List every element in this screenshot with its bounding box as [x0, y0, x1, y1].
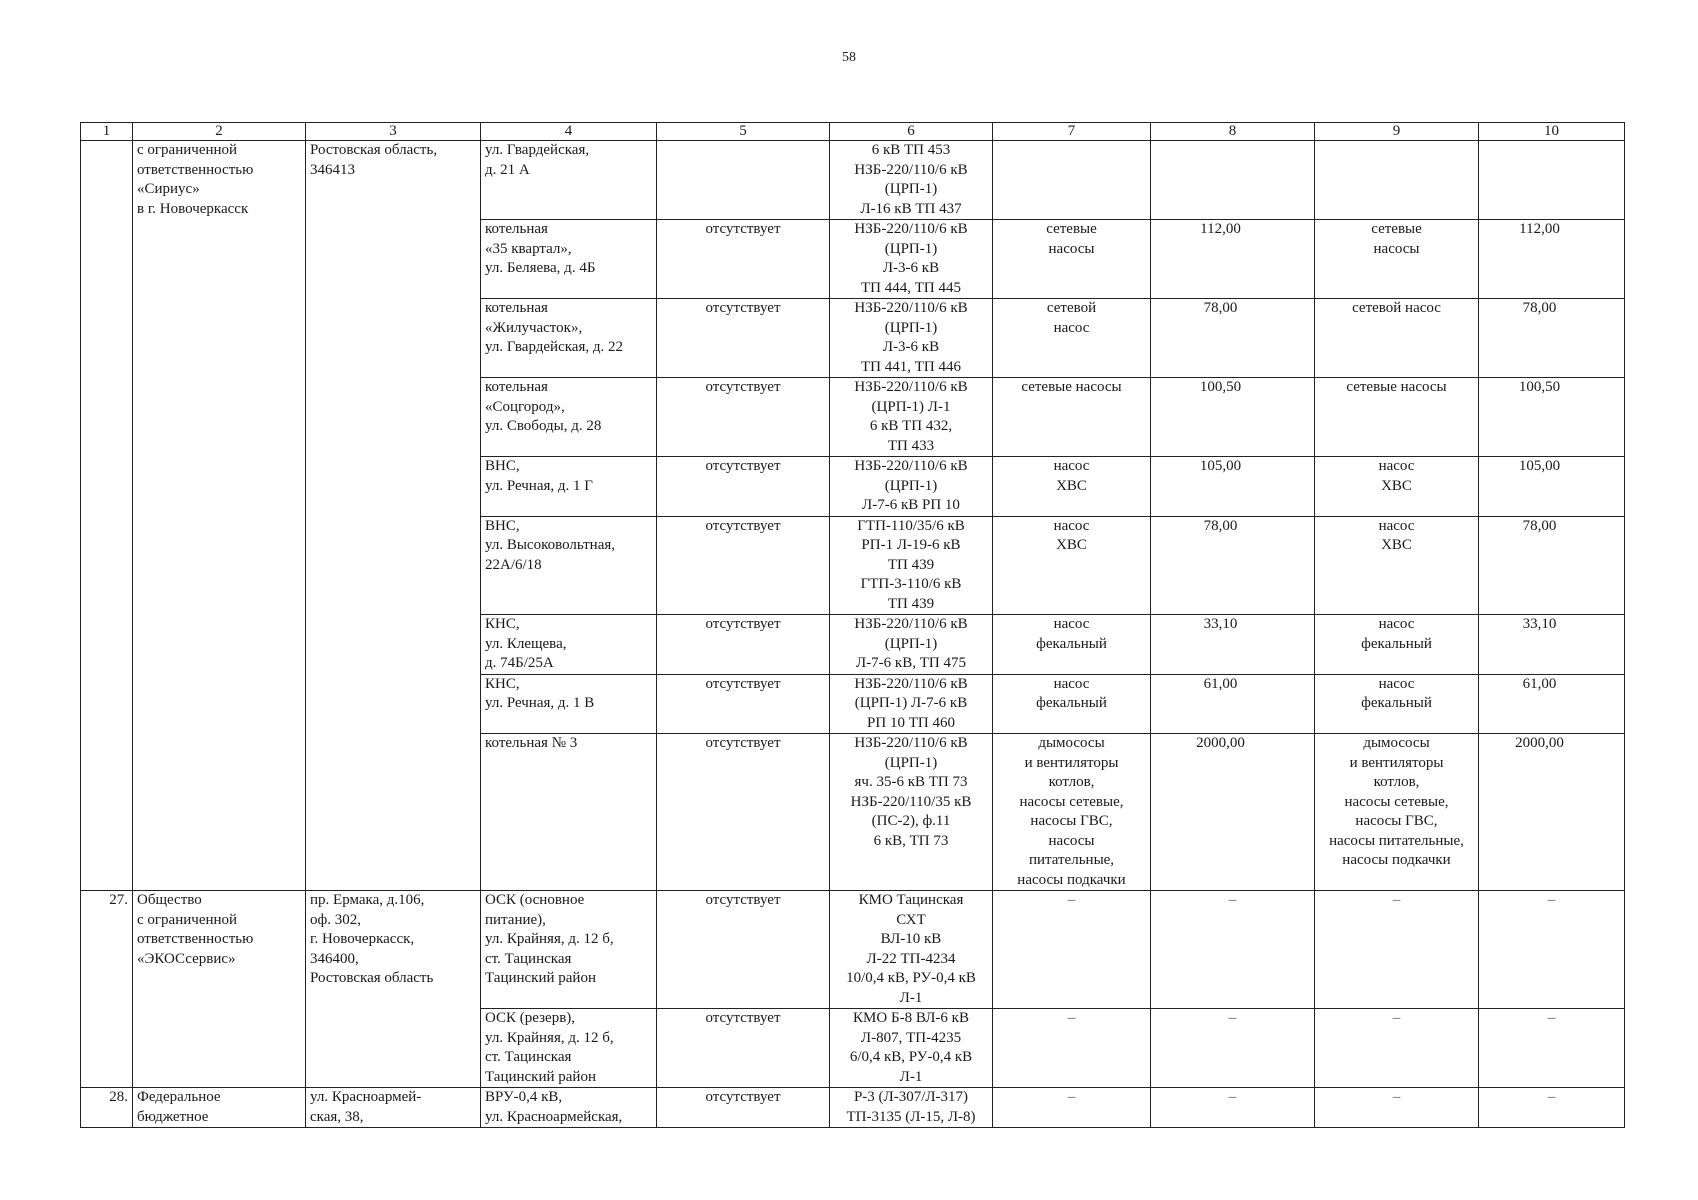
- object-name: ВРУ-0,4 кВ, ул. Красноармейская,: [481, 1088, 657, 1128]
- equipment-list-alt: дымососы и вентиляторы котлов, насосы сетевые, насосы ГВС, насосы питательные, насосы подкачки: [1315, 734, 1479, 891]
- equipment-power: 112,00: [1151, 220, 1315, 299]
- table-row: [81, 1088, 1625, 1128]
- equipment-list: насос фекальный: [993, 674, 1151, 734]
- organization-name: Федеральное бюджетное: [133, 1088, 306, 1128]
- column-number: 4: [481, 123, 657, 141]
- organization-address: ул. Красноармей- ская, 38,: [306, 1088, 481, 1128]
- power-source: КМО Тацинская СХТ ВЛ-10 кВ Л-22 ТП-4234 10/0,4 кВ, РУ-0,4 кВ Л-1: [830, 891, 993, 1009]
- object-name: КНС, ул. Речная, д. 1 В: [481, 674, 657, 734]
- equipment-list-alt: [1315, 141, 1479, 220]
- power-source: НЗБ-220/110/6 кВ (ЦРП-1) яч. 35-6 кВ ТП 73 НЗБ-220/110/35 кВ (ПС-2), ф.11 6 кВ, ТП 73: [830, 734, 993, 891]
- equipment-list: насос ХВС: [993, 457, 1151, 517]
- table-row: [81, 891, 1625, 1009]
- power-source: Р-3 (Л-307/Л-317) ТП-3135 (Л-15, Л-8): [830, 1088, 993, 1128]
- equipment-power-alt: –: [1479, 891, 1625, 1009]
- object-name: котельная «35 квартал», ул. Беляева, д. 4Б: [481, 220, 657, 299]
- equipment-power: 33,10: [1151, 615, 1315, 675]
- object-name: ВНС, ул. Высоковольтная, 22А/6/18: [481, 516, 657, 615]
- column-number: 9: [1315, 123, 1479, 141]
- equipment-table: [80, 122, 1625, 1128]
- equipment-power-alt: 78,00: [1479, 516, 1625, 615]
- reserve-source: отсутствует: [657, 299, 830, 378]
- equipment-list: –: [993, 1088, 1151, 1128]
- reserve-source: отсутствует: [657, 516, 830, 615]
- equipment-power-alt: [1479, 141, 1625, 220]
- power-source: НЗБ-220/110/6 кВ (ЦРП-1) Л-7-6 кВ РП 10 ТП 460: [830, 674, 993, 734]
- equipment-power-alt: 78,00: [1479, 299, 1625, 378]
- row-number: 28.: [81, 1088, 133, 1128]
- object-name: ул. Гвардейская, д. 21 А: [481, 141, 657, 220]
- table-row: [81, 141, 1625, 220]
- object-name: КНС, ул. Клещева, д. 74Б/25А: [481, 615, 657, 675]
- equipment-power: 100,50: [1151, 378, 1315, 457]
- equipment-list-alt: сетевые насосы: [1315, 220, 1479, 299]
- object-name: котельная «Жилучасток», ул. Гвардейская, д. 22: [481, 299, 657, 378]
- equipment-list: дымососы и вентиляторы котлов, насосы сетевые, насосы ГВС, насосы питательные, насосы подкачки: [993, 734, 1151, 891]
- power-source: 6 кВ ТП 453 НЗБ-220/110/6 кВ (ЦРП-1) Л-16 кВ ТП 437: [830, 141, 993, 220]
- equipment-list-alt: сетевой насос: [1315, 299, 1479, 378]
- reserve-source: отсутствует: [657, 378, 830, 457]
- column-number: 2: [133, 123, 306, 141]
- equipment-list: насос фекальный: [993, 615, 1151, 675]
- equipment-power-alt: 100,50: [1479, 378, 1625, 457]
- object-name: ВНС, ул. Речная, д. 1 Г: [481, 457, 657, 517]
- reserve-source: отсутствует: [657, 615, 830, 675]
- power-source: НЗБ-220/110/6 кВ (ЦРП-1) Л-3-6 кВ ТП 441, ТП 446: [830, 299, 993, 378]
- equipment-power: [1151, 141, 1315, 220]
- equipment-power-alt: 33,10: [1479, 615, 1625, 675]
- equipment-power: –: [1151, 1009, 1315, 1088]
- equipment-list-alt: –: [1315, 1088, 1479, 1128]
- equipment-power: 105,00: [1151, 457, 1315, 517]
- reserve-source: отсутствует: [657, 220, 830, 299]
- equipment-list: –: [993, 1009, 1151, 1088]
- equipment-power: 61,00: [1151, 674, 1315, 734]
- equipment-power: –: [1151, 1088, 1315, 1128]
- organization-address: Ростовская область, 346413: [306, 141, 481, 891]
- equipment-list: сетевой насос: [993, 299, 1151, 378]
- reserve-source: отсутствует: [657, 457, 830, 517]
- equipment-list-alt: –: [1315, 1009, 1479, 1088]
- column-number: 1: [81, 123, 133, 141]
- row-number: 27.: [81, 891, 133, 1088]
- column-number: 7: [993, 123, 1151, 141]
- column-number: 3: [306, 123, 481, 141]
- power-source: ГТП-110/35/6 кВ РП-1 Л-19-6 кВ ТП 439 ГТП-3-110/6 кВ ТП 439: [830, 516, 993, 615]
- column-number: 10: [1479, 123, 1625, 141]
- equipment-power-alt: 2000,00: [1479, 734, 1625, 891]
- equipment-list-alt: насос ХВС: [1315, 457, 1479, 517]
- equipment-list: [993, 141, 1151, 220]
- power-source: НЗБ-220/110/6 кВ (ЦРП-1) Л-7-6 кВ, ТП 475: [830, 615, 993, 675]
- equipment-list-alt: –: [1315, 891, 1479, 1009]
- column-number-row: [81, 123, 1625, 141]
- equipment-list: сетевые насосы: [993, 220, 1151, 299]
- equipment-power-alt: 61,00: [1479, 674, 1625, 734]
- column-number: 5: [657, 123, 830, 141]
- page-number: 58: [842, 50, 856, 65]
- column-number: 8: [1151, 123, 1315, 141]
- equipment-power: 78,00: [1151, 299, 1315, 378]
- object-name: котельная № 3: [481, 734, 657, 891]
- organization-name: с ограниченной ответственностью «Сириус» в г. Новочеркасск: [133, 141, 306, 891]
- object-name: ОСК (резерв), ул. Крайняя, д. 12 б, ст. Тацинская Тацинский район: [481, 1009, 657, 1088]
- equipment-list-alt: насос фекальный: [1315, 615, 1479, 675]
- equipment-power: 2000,00: [1151, 734, 1315, 891]
- equipment-list: насос ХВС: [993, 516, 1151, 615]
- reserve-source: отсутствует: [657, 891, 830, 1009]
- object-name: котельная «Соцгород», ул. Свободы, д. 28: [481, 378, 657, 457]
- row-number: [81, 141, 133, 891]
- equipment-power-alt: –: [1479, 1009, 1625, 1088]
- equipment-list-alt: сетевые насосы: [1315, 378, 1479, 457]
- reserve-source: отсутствует: [657, 1009, 830, 1088]
- equipment-power: –: [1151, 891, 1315, 1009]
- equipment-power: 78,00: [1151, 516, 1315, 615]
- equipment-list-alt: насос ХВС: [1315, 516, 1479, 615]
- column-number: 6: [830, 123, 993, 141]
- equipment-list: –: [993, 891, 1151, 1009]
- organization-name: Общество с ограниченной ответственностью «ЭКОСсервис»: [133, 891, 306, 1088]
- power-source: НЗБ-220/110/6 кВ (ЦРП-1) Л-1 6 кВ ТП 432, ТП 433: [830, 378, 993, 457]
- equipment-power-alt: –: [1479, 1088, 1625, 1128]
- power-source: НЗБ-220/110/6 кВ (ЦРП-1) Л-7-6 кВ РП 10: [830, 457, 993, 517]
- equipment-list-alt: насос фекальный: [1315, 674, 1479, 734]
- reserve-source: отсутствует: [657, 734, 830, 891]
- organization-address: пр. Ермака, д.106, оф. 302, г. Новочеркасск, 346400, Ростовская область: [306, 891, 481, 1088]
- equipment-power-alt: 105,00: [1479, 457, 1625, 517]
- reserve-source: отсутствует: [657, 674, 830, 734]
- reserve-source: [657, 141, 830, 220]
- power-source: КМО Б-8 ВЛ-6 кВ Л-807, ТП-4235 6/0,4 кВ, РУ-0,4 кВ Л-1: [830, 1009, 993, 1088]
- power-source: НЗБ-220/110/6 кВ (ЦРП-1) Л-3-6 кВ ТП 444, ТП 445: [830, 220, 993, 299]
- equipment-power-alt: 112,00: [1479, 220, 1625, 299]
- reserve-source: отсутствует: [657, 1088, 830, 1128]
- equipment-list: сетевые насосы: [993, 378, 1151, 457]
- object-name: ОСК (основное питание), ул. Крайняя, д. 12 б, ст. Тацинская Тацинский район: [481, 891, 657, 1009]
